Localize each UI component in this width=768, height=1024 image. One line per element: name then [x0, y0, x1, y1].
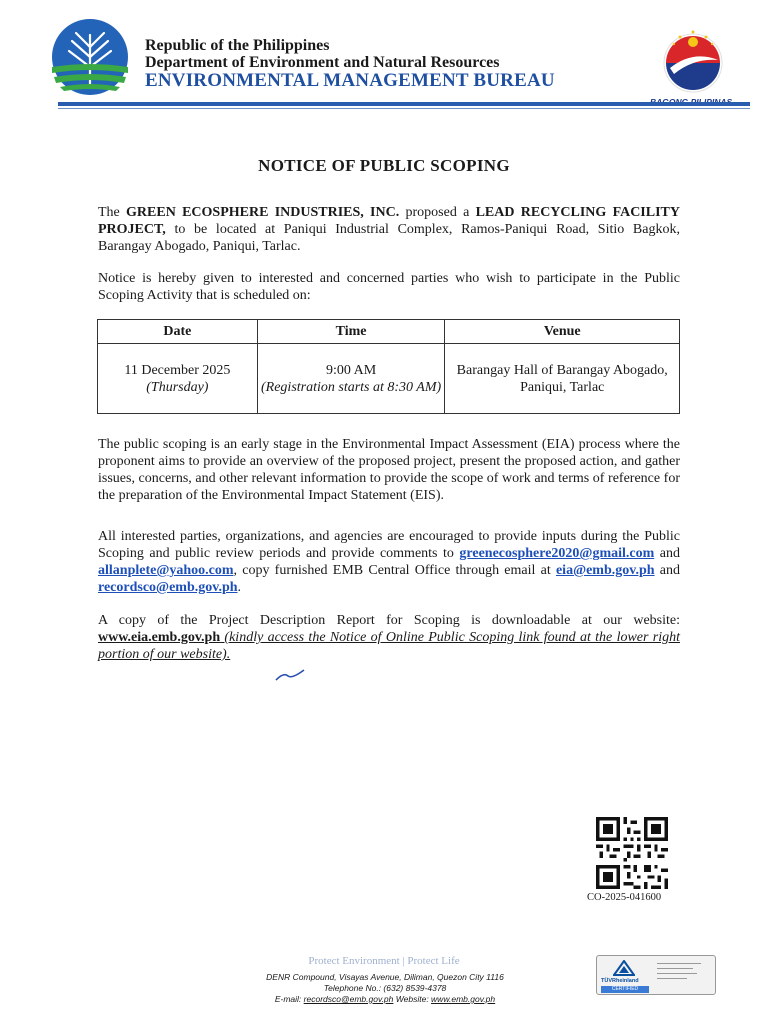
cell-venue — [445, 344, 680, 414]
header-date: Date — [98, 320, 258, 344]
inputs-lead: All interested parties, organizations, and agencies are encouraged to provide inputs during the Public Scoping and public review periods and provide comments to — [98, 529, 680, 561]
schedule-time: 9:00 AM — [326, 362, 377, 378]
header-venue: Venue — [445, 320, 680, 344]
footer-address: DENR Compound, Visayas Avenue, Diliman, Quezon City 1116 — [266, 972, 504, 982]
qr-code-icon — [596, 817, 668, 889]
email-link-recordsco[interactable]: recordsco@emb.gov.ph — [98, 580, 238, 595]
tuv-certified-label: CERTIFIED — [601, 986, 649, 993]
emb-logo-icon — [50, 17, 130, 97]
footer-telephone: Telephone No.: (632) 8539-4378 — [323, 983, 447, 993]
intro-mid: proposed a — [399, 205, 476, 220]
header-rule-thin — [58, 108, 750, 109]
header-bureau: ENVIRONMENTAL MANAGEMENT BUREAU — [145, 70, 555, 91]
inputs-end: . — [237, 580, 242, 595]
schedule-day: (Thursday) — [146, 379, 209, 395]
footer-motto: Protect Environment | Protect Life — [308, 955, 460, 967]
tuv-certification-badge — [596, 955, 716, 995]
cell-time — [257, 344, 445, 414]
project-name: LEAD RECYCLING FACILITY PROJECT, — [98, 205, 680, 237]
tuv-triangle-icon — [613, 960, 635, 976]
inputs-mid: , copy furnished EMB Central Office through email at — [233, 563, 556, 578]
header-department: Department of Environment and Natural Resources — [145, 54, 500, 71]
table-row — [98, 344, 680, 414]
intro-prefix: The — [98, 205, 127, 220]
inputs-and: and — [654, 546, 680, 561]
schedule-venue: Barangay Hall of Barangay Abogado, Paniqui, Tarlac — [456, 362, 668, 395]
email-link-eia[interactable]: eia@emb.gov.ph — [555, 563, 655, 578]
footer-contact — [190, 994, 580, 1004]
inputs-paragraph — [98, 528, 680, 596]
email-link-allanplete[interactable]: allanplete@yahoo.com — [98, 563, 234, 578]
bagong-pilipinas-seal-icon — [660, 28, 726, 94]
copy-lead: A copy of the Project Description Report for Scoping is downloadable at our website: — [98, 613, 680, 628]
scoping-description: The public scoping is an early stage in the Environmental Impact Assessment (EIA) process where the proponent aims to provide an overview of the proposed project, present the proposed action, and gather issues, concerns, and other relevant information to provide the scope of work and terms of reference for the preparation of the Environmental Impact Statement (EIS). — [98, 437, 680, 503]
document-control-number: CO-2025-041600 — [587, 892, 662, 903]
schedule-date: 11 December 2025 — [124, 362, 231, 378]
page-title: NOTICE OF PUBLIC SCOPING — [258, 156, 510, 175]
header-rule — [58, 102, 750, 106]
table-header-row — [98, 320, 680, 344]
footer-email-link[interactable]: recordsco@emb.gov.ph — [303, 994, 394, 1004]
schedule-registration: (Registration starts at 8:30 AM) — [261, 379, 442, 395]
schedule-table — [97, 319, 680, 414]
cell-date — [98, 344, 258, 414]
inputs-and-2: and — [654, 563, 681, 578]
initial-signature-icon — [274, 668, 306, 682]
tuv-detail-lines — [657, 961, 701, 979]
company-name: GREEN ECOSPHERE INDUSTRIES, INC. — [126, 205, 400, 220]
notice-paragraph: Notice is hereby given to interested and concerned parties who wish to participate in the Public Scoping Activity that is scheduled on: — [98, 271, 680, 303]
footer-email-label: E-mail: — [274, 994, 304, 1004]
tuv-name: TÜVRheinland — [601, 978, 639, 984]
email-link-proponent[interactable]: greenecosphere2020@gmail.com — [459, 546, 655, 561]
header-time: Time — [257, 320, 445, 344]
header-republic: Republic of the Philippines — [145, 37, 330, 54]
website-link[interactable]: www.eia.emb.gov.ph — [98, 630, 221, 645]
footer-website-label: Website: — [393, 994, 432, 1004]
intro-location: to be located at Paniqui Industrial Complex, Ramos-Paniqui Road, Sitio Bagkok, Barangay Abogado, Paniqui, Tarlac. — [98, 222, 680, 254]
footer-website-link[interactable]: www.emb.gov.ph — [431, 994, 496, 1004]
copy-paragraph — [98, 612, 680, 663]
website-instruction: (kindly access the Notice of Online Public Scoping link found at the lower right portion of our website). — [98, 630, 680, 662]
intro-paragraph — [98, 204, 680, 255]
